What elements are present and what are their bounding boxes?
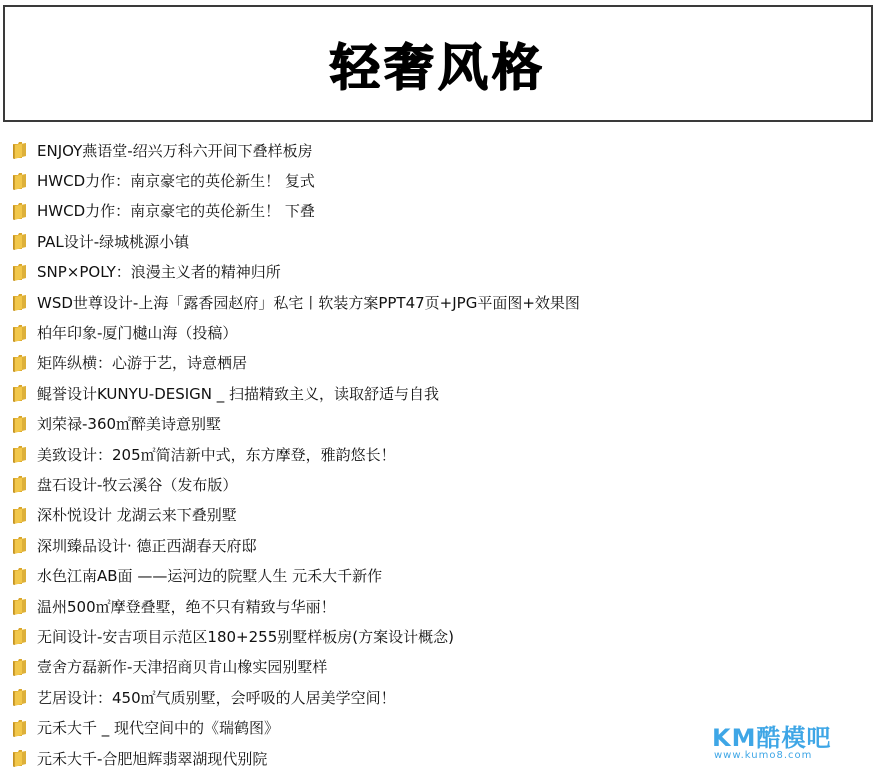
folder-item[interactable] [0,135,880,165]
folder-item[interactable] [0,257,880,287]
folder-name: HWCD力作：南京豪宅的英伦新生！ 下叠 [37,202,315,221]
folder-name: 元禾大千 _ 现代空间中的《瑞鹤图》 [37,719,280,738]
folder-item[interactable] [0,621,880,651]
watermark-url: www.kumo8.com [714,750,813,761]
folder-item[interactable] [0,196,880,226]
folder-icon [10,262,30,282]
folder-icon [10,535,30,555]
folder-name: 美致设计：205㎡简洁新中式，东方摩登，雅韵悠长！ [37,445,396,464]
folder-name: 柏年印象-厦门樾山海（投稿） [37,324,238,343]
folder-item[interactable] [0,591,880,621]
title-banner [3,5,873,122]
folder-name: HWCD力作：南京豪宅的英伦新生！ 复式 [37,172,315,191]
folder-item[interactable] [0,317,880,347]
folder-item[interactable] [0,682,880,712]
folder-icon [10,353,30,373]
folder-item[interactable] [0,287,880,317]
folder-icon [10,323,30,343]
folder-icon [10,383,30,403]
folder-item[interactable] [0,439,880,469]
folder-icon [10,292,30,312]
folder-name: 水色江南AB面 ——运河边的院墅人生 元禾大千新作 [37,567,383,586]
watermark-logo [712,718,832,768]
folder-name: 深圳臻品设计· 德正西湖春天府邸 [37,536,257,555]
folder-item[interactable] [0,165,880,195]
folder-name: 深朴悦设计 龙湖云来下叠别墅 [37,506,237,525]
folder-item[interactable] [0,226,880,256]
folder-name: 壹舍方磊新作-天津招商贝肯山橡实园别墅样 [37,658,328,677]
folder-item[interactable] [0,500,880,530]
folder-name: 盘石设计-牧云溪谷（发布版） [37,475,238,494]
folder-icon [10,657,30,677]
folder-icon [10,414,30,434]
folder-icon [10,201,30,221]
folder-icon [10,596,30,616]
folder-icon [10,444,30,464]
folder-name: WSD世尊设计-上海「露香园赵府」私宅丨软装方案PPT47页+JPG平面图+效果图 [37,293,580,312]
folder-item[interactable] [0,530,880,560]
folder-name: 无间设计-安吉项目示范区180+255别墅样板房(方案设计概念) [37,627,454,646]
folder-name: SNP×POLY：浪漫主义者的精神归所 [37,263,281,282]
folder-name: 温州500㎡摩登叠墅，绝不只有精致与华丽！ [37,597,336,616]
watermark-brand: KM酷模吧 [712,724,832,752]
folder-icon [10,505,30,525]
folder-list [0,135,880,773]
folder-item[interactable] [0,378,880,408]
folder-icon [10,748,30,768]
folder-icon [10,231,30,251]
folder-item[interactable] [0,560,880,590]
folder-icon [10,474,30,494]
folder-name: 刘荣禄-360㎡醉美诗意别墅 [37,415,222,434]
folder-item[interactable] [0,348,880,378]
folder-name: 艺居设计：450㎡气质别墅，会呼吸的人居美学空间！ [37,688,396,707]
folder-name: 元禾大千-合肥旭辉翡翠湖现代别院 [37,749,268,768]
folder-icon [10,626,30,646]
folder-item[interactable] [0,409,880,439]
folder-item[interactable] [0,652,880,682]
folder-name: ENJOY燕语堂-绍兴万科六开间下叠样板房 [37,141,313,160]
folder-icon [10,171,30,191]
folder-icon [10,718,30,738]
page-title: 轻奢风格 [330,38,546,97]
folder-item[interactable] [0,469,880,499]
folder-name: 矩阵纵横：心游于艺，诗意栖居 [37,354,248,373]
folder-icon [10,687,30,707]
folder-icon [10,566,30,586]
folder-name: PAL设计-绿城桃源小镇 [37,232,190,251]
folder-name: 鲲誉设计KUNYU-DESIGN _ 扫描精致主义，读取舒适与自我 [37,384,440,403]
folder-icon [10,140,30,160]
